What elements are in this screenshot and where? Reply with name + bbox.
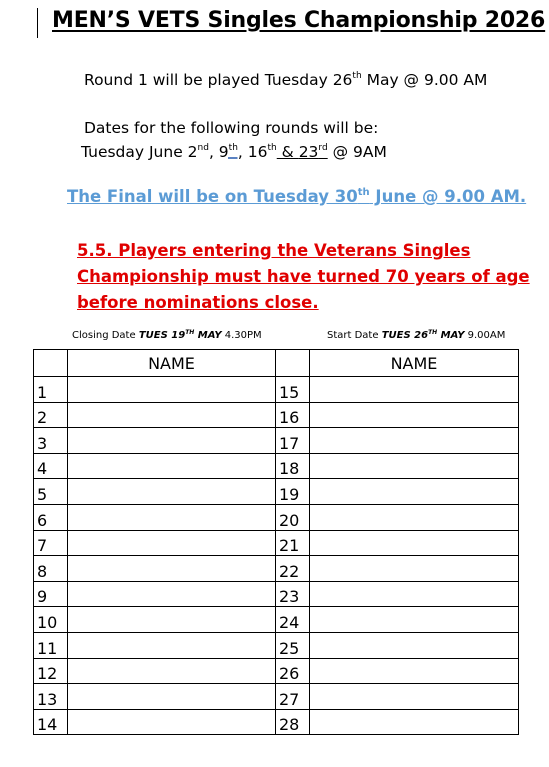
right-name-cell[interactable] (310, 607, 519, 633)
right-name-cell[interactable] (310, 530, 519, 556)
table-row (34, 504, 519, 530)
right-name-cell[interactable] (310, 632, 519, 658)
left-entry-number: 4 (34, 453, 68, 479)
round1-text: Round 1 will be played Tuesday 26 (84, 71, 353, 89)
dates-sup1: nd (197, 143, 209, 153)
right-entry-number: 28 (276, 709, 310, 735)
dates-d4: 23 (298, 143, 319, 161)
table-row (34, 632, 519, 658)
right-name-cell[interactable] (310, 377, 519, 403)
rule-line-1: 5.5. Players entering the Veterans Singles (77, 241, 471, 260)
right-name-cell[interactable] (310, 402, 519, 428)
right-name-header: NAME (310, 350, 519, 377)
left-entry-number: 1 (34, 377, 68, 403)
final-announcement (67, 187, 526, 206)
left-entry-number: 11 (34, 632, 68, 658)
right-entry-number: 24 (276, 607, 310, 633)
closing-date (72, 330, 262, 341)
right-entry-number: 23 (276, 581, 310, 607)
right-name-cell[interactable] (310, 504, 519, 530)
left-name-cell[interactable] (68, 504, 276, 530)
left-name-cell[interactable] (68, 428, 276, 454)
left-entry-number: 3 (34, 428, 68, 454)
dates-sep1: , 9 (208, 143, 229, 161)
text-cursor (37, 8, 38, 38)
dates-intro: Dates for the following rounds will be: (84, 119, 379, 137)
dates-prefix: Tuesday June 2 (81, 143, 198, 161)
start-month: MAY (437, 330, 465, 341)
table-row (34, 453, 519, 479)
dates-line (81, 143, 387, 161)
right-name-cell[interactable] (310, 479, 519, 505)
round1-line (84, 71, 487, 89)
closing-label: Closing Date (72, 330, 139, 341)
start-label: Start Date (327, 330, 382, 341)
left-entry-number: 5 (34, 479, 68, 505)
right-name-cell[interactable] (310, 556, 519, 582)
left-entry-number: 7 (34, 530, 68, 556)
left-entry-number: 12 (34, 658, 68, 684)
right-entry-number: 20 (276, 504, 310, 530)
dates-amp-23: & 23rd (276, 143, 328, 161)
left-entry-number: 8 (34, 556, 68, 582)
right-entry-number: 21 (276, 530, 310, 556)
page-title: MEN’S VETS Singles Championship 2026 (52, 8, 546, 33)
right-entry-number: 18 (276, 453, 310, 479)
right-entry-number: 19 (276, 479, 310, 505)
closing-day: TUES 19 (138, 330, 186, 341)
dates-16: 16 (242, 143, 268, 161)
right-name-cell[interactable] (310, 581, 519, 607)
left-name-cell[interactable] (68, 453, 276, 479)
left-entry-number: 2 (34, 402, 68, 428)
right-entry-number: 17 (276, 428, 310, 454)
closing-sup: TH (185, 329, 195, 336)
table-row (34, 658, 519, 684)
left-name-cell[interactable] (68, 581, 276, 607)
table-row (34, 402, 519, 428)
start-time: 9.00AM (464, 330, 506, 341)
left-name-header: NAME (68, 350, 276, 377)
start-day: TUES 26 (381, 330, 429, 341)
left-entry-number: 9 (34, 581, 68, 607)
closing-month: MAY (194, 330, 222, 341)
right-entry-number: 27 (276, 684, 310, 710)
dates-ninth-suffix: $^{th}$, (228, 143, 243, 161)
table-row (34, 530, 519, 556)
right-entry-number: 15 (276, 377, 310, 403)
start-sup: TH (428, 329, 438, 336)
start-date (327, 330, 505, 341)
final-sup: th (357, 187, 370, 198)
table-row (34, 377, 519, 403)
left-name-cell[interactable] (68, 479, 276, 505)
table-row (34, 556, 519, 582)
right-entry-number: 26 (276, 658, 310, 684)
right-name-cell[interactable] (310, 684, 519, 710)
dates-suffix: @ 9AM (327, 143, 387, 161)
table-row (34, 684, 519, 710)
left-name-cell[interactable] (68, 709, 276, 735)
right-number-header (276, 350, 310, 377)
left-name-cell[interactable] (68, 632, 276, 658)
left-entry-number: 14 (34, 709, 68, 735)
dates-sup4: rd (318, 143, 328, 153)
right-name-cell[interactable] (310, 709, 519, 735)
rule-line-2: Championship must have turned 70 years of age (77, 267, 530, 286)
right-entry-number: 16 (276, 402, 310, 428)
left-entry-number: 13 (34, 684, 68, 710)
left-entry-number: 10 (34, 607, 68, 633)
table-row (34, 709, 519, 735)
closing-time: 4.30PM (221, 330, 262, 341)
final-text-end: June @ 9.00 AM. (369, 187, 527, 206)
left-name-cell[interactable] (68, 658, 276, 684)
left-number-header (34, 350, 68, 377)
table-row (34, 607, 519, 633)
round1-text-end: May @ 9.00 AM (361, 71, 488, 89)
table-row (34, 581, 519, 607)
left-name-cell[interactable] (68, 402, 276, 428)
final-text: The Final will be on Tuesday 30 (67, 187, 358, 206)
table-row (34, 479, 519, 505)
right-entry-number: 25 (276, 632, 310, 658)
left-name-cell[interactable] (68, 377, 276, 403)
nomination-table (33, 349, 519, 735)
dates-sup3: th (267, 143, 277, 153)
left-name-cell[interactable] (68, 556, 276, 582)
left-entry-number: 6 (34, 504, 68, 530)
round1-sup: th (352, 71, 362, 81)
right-name-cell[interactable] (310, 428, 519, 454)
dates-sup2: th (228, 143, 238, 153)
table-header-row (34, 350, 519, 377)
right-name-cell[interactable] (310, 658, 519, 684)
eligibility-rule (77, 238, 530, 316)
left-name-cell[interactable] (68, 530, 276, 556)
table-row (34, 428, 519, 454)
left-name-cell[interactable] (68, 607, 276, 633)
right-name-cell[interactable] (310, 453, 519, 479)
rule-line-3: before nominations close. (77, 293, 319, 312)
right-entry-number: 22 (276, 556, 310, 582)
left-name-cell[interactable] (68, 684, 276, 710)
